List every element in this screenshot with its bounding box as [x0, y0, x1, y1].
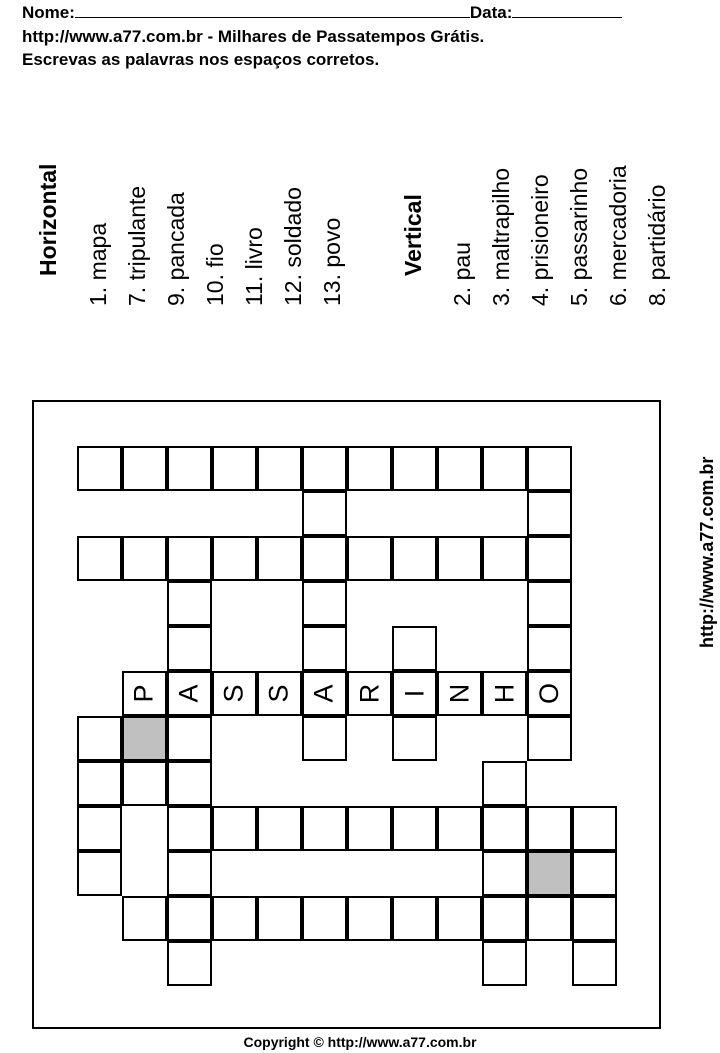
- side-url: http://www.a77.com.br: [697, 456, 717, 648]
- grid-cell[interactable]: [122, 761, 167, 806]
- grid-cell[interactable]: [527, 536, 572, 581]
- horizontal-clue: 12. soldado: [280, 187, 306, 306]
- grid-cell[interactable]: [392, 626, 437, 671]
- grid-cell[interactable]: [302, 626, 347, 671]
- grid-cell[interactable]: [212, 536, 257, 581]
- grid-cell[interactable]: [527, 716, 572, 761]
- grid-cell[interactable]: [167, 581, 212, 626]
- cell-letter: N: [444, 683, 474, 704]
- grid-cell[interactable]: [572, 941, 617, 986]
- grid-cell[interactable]: [527, 896, 572, 941]
- grid-cell[interactable]: [572, 896, 617, 941]
- grid-cell[interactable]: [437, 806, 482, 851]
- vertical-clue: 5. passarinho: [566, 167, 592, 306]
- grid-cell[interactable]: [572, 806, 617, 851]
- grid-cell[interactable]: [77, 761, 122, 806]
- site-line: http://www.a77.com.br - Milhares de Passatempos Grátis.: [22, 27, 485, 46]
- grid-cell[interactable]: [302, 491, 347, 536]
- name-label: Nome:: [22, 3, 75, 22]
- grid-cell[interactable]: [167, 761, 212, 806]
- copyright: Copyright © http://www.a77.com.br: [243, 1034, 477, 1050]
- grid-cell[interactable]: [257, 671, 302, 716]
- grid-cell[interactable]: [437, 671, 482, 716]
- cell-letter: A: [173, 684, 204, 703]
- grid-cell[interactable]: [527, 446, 572, 491]
- vertical-title: Vertical: [400, 194, 426, 276]
- horizontal-clue: 7. tripulante: [124, 185, 150, 306]
- grid-cell[interactable]: [77, 716, 122, 761]
- cell-letter: O: [533, 682, 564, 705]
- grid-cell[interactable]: [122, 671, 167, 716]
- grid-cell[interactable]: [392, 536, 437, 581]
- grid-cell[interactable]: [302, 806, 347, 851]
- horizontal-title: Horizontal: [35, 163, 61, 276]
- grid-cell[interactable]: [167, 806, 212, 851]
- grid-cell[interactable]: [257, 536, 302, 581]
- grid-cell[interactable]: [527, 806, 572, 851]
- grid-cell[interactable]: [212, 806, 257, 851]
- cell-letter: A: [308, 684, 339, 703]
- grid-cell[interactable]: [257, 446, 302, 491]
- grid-cell[interactable]: [257, 896, 302, 941]
- horizontal-clue: 1. mapa: [85, 222, 111, 306]
- grid-cell[interactable]: [527, 626, 572, 671]
- date-blank: [512, 3, 622, 18]
- date-label: Data:: [469, 3, 513, 22]
- grid-cell[interactable]: [122, 446, 167, 491]
- grid-cell[interactable]: [167, 446, 212, 491]
- cell-letter: R: [354, 683, 384, 704]
- grid-cell[interactable]: [347, 446, 392, 491]
- cell-letter: I: [398, 689, 429, 698]
- grid-cell[interactable]: [482, 896, 527, 941]
- grid-cell[interactable]: [302, 581, 347, 626]
- grid-cell[interactable]: [392, 806, 437, 851]
- grid-cell[interactable]: [77, 536, 122, 581]
- vertical-clue: 8. partidário: [644, 184, 670, 306]
- grid-cell[interactable]: [482, 446, 527, 491]
- grid-cell[interactable]: [482, 671, 527, 716]
- grid-cell[interactable]: [122, 536, 167, 581]
- shaded-cell[interactable]: [122, 716, 167, 761]
- grid-cell[interactable]: [77, 446, 122, 491]
- vertical-clue: 3. maltrapilho: [488, 167, 514, 306]
- grid-cell[interactable]: [392, 446, 437, 491]
- grid-cell[interactable]: [482, 806, 527, 851]
- grid-cell[interactable]: [122, 896, 167, 941]
- grid-cell[interactable]: [167, 716, 212, 761]
- cell-letter: S: [263, 684, 294, 703]
- grid-cell[interactable]: [212, 446, 257, 491]
- grid-cell[interactable]: [167, 851, 212, 896]
- grid-cell[interactable]: [302, 536, 347, 581]
- cell-letter: P: [128, 684, 159, 703]
- grid-cell[interactable]: [167, 941, 212, 986]
- grid-cell[interactable]: [527, 491, 572, 536]
- shaded-cell[interactable]: [527, 851, 572, 896]
- grid-cell[interactable]: [437, 896, 482, 941]
- grid-cell[interactable]: [572, 851, 617, 896]
- grid-cell[interactable]: [437, 446, 482, 491]
- vertical-clue: 2. pau: [449, 242, 475, 306]
- grid-cell[interactable]: [527, 671, 572, 716]
- grid-cell[interactable]: [482, 851, 527, 896]
- grid-cell[interactable]: [347, 671, 392, 716]
- horizontal-clue: 10. fio: [202, 243, 228, 306]
- horizontal-clue: 9. pancada: [163, 192, 189, 306]
- grid-cell[interactable]: [212, 896, 257, 941]
- grid-cell[interactable]: [302, 671, 347, 716]
- vertical-clue: 6. mercadoria: [605, 165, 631, 306]
- cell-letter: S: [218, 684, 249, 703]
- grid-cell[interactable]: [77, 851, 122, 896]
- grid-cell[interactable]: [347, 896, 392, 941]
- grid-cell[interactable]: [482, 761, 527, 806]
- grid-cell[interactable]: [167, 626, 212, 671]
- grid-cell[interactable]: [257, 806, 302, 851]
- grid-cell[interactable]: [392, 671, 437, 716]
- instruction: Escrevas as palavras nos espaços corretos.: [22, 50, 380, 69]
- grid-cell[interactable]: [392, 716, 437, 761]
- grid-cell[interactable]: [167, 671, 212, 716]
- grid-cell[interactable]: [347, 536, 392, 581]
- horizontal-clue: 13. povo: [319, 217, 345, 306]
- grid-cell[interactable]: [392, 896, 437, 941]
- vertical-clue: 4. prisioneiro: [527, 174, 553, 306]
- grid-cell[interactable]: [347, 806, 392, 851]
- horizontal-clue: 11. livro: [241, 227, 267, 306]
- grid-cell[interactable]: [482, 536, 527, 581]
- grid-cell[interactable]: [302, 716, 347, 761]
- grid-cell[interactable]: [302, 446, 347, 491]
- grid-cell[interactable]: [437, 536, 482, 581]
- grid-cell[interactable]: [167, 896, 212, 941]
- name-date-line: [22, 3, 622, 23]
- grid-cell[interactable]: [527, 581, 572, 626]
- grid-cell[interactable]: [482, 941, 527, 986]
- grid-cell[interactable]: [302, 896, 347, 941]
- cell-letter: H: [489, 683, 519, 704]
- grid-cell[interactable]: [212, 671, 257, 716]
- grid-cell[interactable]: [77, 806, 122, 851]
- name-blank: [75, 3, 470, 18]
- grid-cell[interactable]: [167, 536, 212, 581]
